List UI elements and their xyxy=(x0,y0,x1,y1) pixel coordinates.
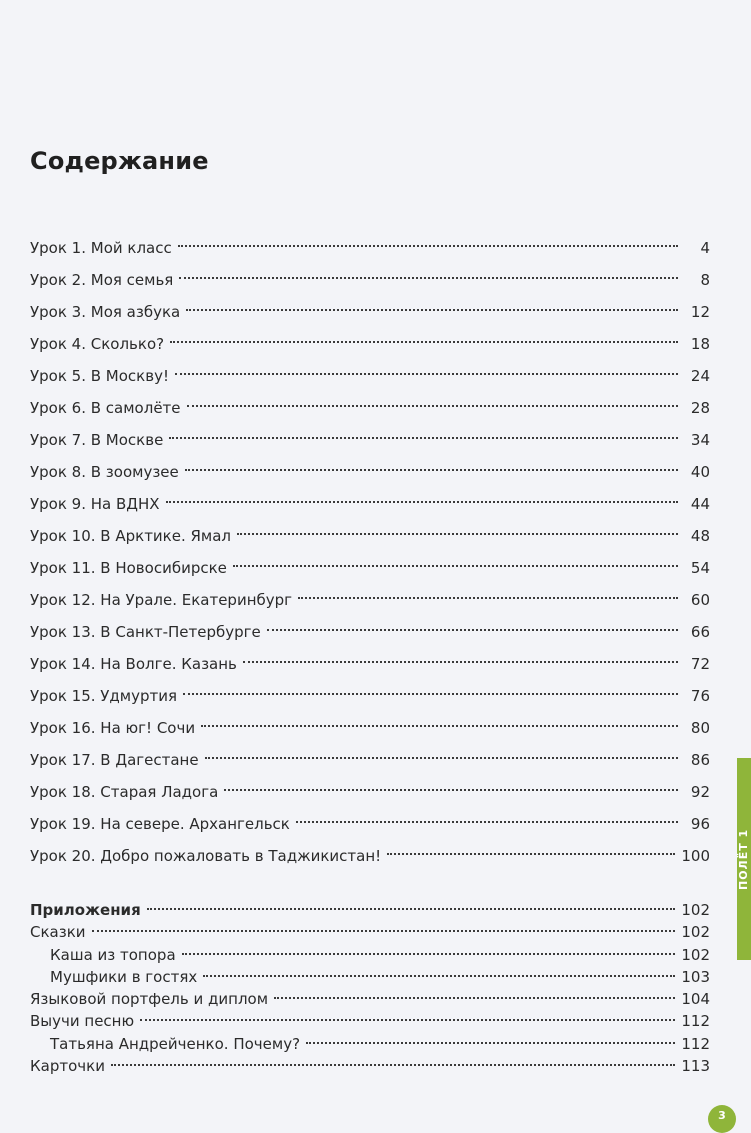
toc-row[interactable] xyxy=(30,296,710,328)
toc-page: 60 xyxy=(690,591,710,609)
dot-leader xyxy=(306,1041,675,1044)
toc-page: 100 xyxy=(681,847,710,865)
appendix-list xyxy=(30,899,710,1077)
toc-page: 103 xyxy=(681,967,710,986)
toc-label: Урок 8. В зоомузее xyxy=(30,463,179,481)
toc-page: 76 xyxy=(690,687,710,705)
toc-row[interactable] xyxy=(30,808,710,840)
toc-page: 112 xyxy=(681,1034,710,1053)
toc-label: Урок 9. На ВДНХ xyxy=(30,495,160,513)
toc-page: 48 xyxy=(690,527,710,545)
page-number-badge: 3 xyxy=(708,1105,736,1133)
lesson-list xyxy=(30,232,710,872)
toc-label: Урок 11. В Новосибирске xyxy=(30,559,227,577)
toc-row[interactable] xyxy=(30,328,710,360)
toc-page: 104 xyxy=(681,990,710,1009)
toc-row[interactable] xyxy=(30,712,710,744)
toc-label: Урок 4. Сколько? xyxy=(30,335,165,353)
toc-page: 28 xyxy=(690,399,710,417)
dot-leader xyxy=(201,724,678,727)
section-side-tab xyxy=(737,758,751,960)
toc-row[interactable] xyxy=(30,360,710,392)
dot-leader xyxy=(237,532,678,535)
toc-page: 112 xyxy=(681,1012,710,1031)
toc-label: Языковой портфель и диплом xyxy=(30,990,269,1009)
toc-row[interactable] xyxy=(30,840,710,872)
toc-page: 96 xyxy=(690,815,710,833)
toc-page: 113 xyxy=(681,1057,710,1076)
toc-page: 4 xyxy=(700,239,710,257)
toc-row[interactable] xyxy=(30,264,710,296)
toc-row[interactable] xyxy=(30,1055,710,1077)
toc-page: 54 xyxy=(690,559,710,577)
page-title: Содержание xyxy=(30,147,209,175)
toc-page: 80 xyxy=(690,719,710,737)
toc-label: Урок 12. На Урале. Екатеринбург xyxy=(30,591,293,609)
dot-leader xyxy=(175,372,678,375)
toc-label: Каша из топора xyxy=(50,945,176,964)
toc-label: Урок 2. Моя семья xyxy=(30,271,174,289)
toc-label: Урок 13. В Санкт-Петербурге xyxy=(30,623,261,641)
toc-page: 40 xyxy=(690,463,710,481)
toc-label: Урок 1. Мой класс xyxy=(30,239,172,257)
dot-leader xyxy=(185,468,678,471)
toc-page: 44 xyxy=(690,495,710,513)
dot-leader xyxy=(183,692,678,695)
toc-row[interactable] xyxy=(30,648,710,680)
toc-label: Приложения xyxy=(30,901,141,919)
toc-label: Карточки xyxy=(30,1057,105,1076)
toc-row[interactable] xyxy=(30,392,710,424)
dot-leader xyxy=(186,308,678,311)
toc-label: Урок 5. В Москву! xyxy=(30,367,169,385)
toc-row[interactable] xyxy=(30,680,710,712)
toc-page: 18 xyxy=(690,335,710,353)
toc-row[interactable] xyxy=(30,899,710,921)
dot-leader xyxy=(267,628,678,631)
toc-row[interactable] xyxy=(30,966,710,988)
toc-page: 24 xyxy=(690,367,710,385)
dot-leader xyxy=(296,820,678,823)
dot-leader xyxy=(233,564,678,567)
toc-label: Сказки xyxy=(30,923,86,942)
toc-row[interactable] xyxy=(30,616,710,648)
dot-leader xyxy=(169,436,678,439)
toc-row[interactable] xyxy=(30,944,710,966)
toc-label: Урок 6. В самолёте xyxy=(30,399,181,417)
toc-label: Урок 15. Удмуртия xyxy=(30,687,178,705)
dot-leader xyxy=(166,500,678,503)
toc-label: Урок 18. Старая Ладога xyxy=(30,783,219,801)
dot-leader xyxy=(111,1063,675,1066)
dot-leader xyxy=(224,788,678,791)
dot-leader xyxy=(187,404,678,407)
dot-leader xyxy=(203,974,675,977)
toc-page: 86 xyxy=(690,751,710,769)
toc-label: Мушфики в гостях xyxy=(50,967,198,986)
toc-label: Урок 19. На севере. Архангельск xyxy=(30,815,290,833)
toc-row[interactable] xyxy=(30,921,710,943)
dot-leader xyxy=(205,756,678,759)
toc-label: Урок 14. На Волге. Казань xyxy=(30,655,237,673)
toc-row[interactable] xyxy=(30,488,710,520)
dot-leader xyxy=(274,996,675,999)
toc-row[interactable] xyxy=(30,552,710,584)
toc-row[interactable] xyxy=(30,1033,710,1055)
toc-page: 72 xyxy=(690,655,710,673)
toc-row[interactable] xyxy=(30,456,710,488)
toc-label: Урок 3. Моя азбука xyxy=(30,303,181,321)
toc-page: 12 xyxy=(690,303,710,321)
toc-row[interactable] xyxy=(30,1010,710,1032)
dot-leader xyxy=(243,660,678,663)
toc-page: 66 xyxy=(690,623,710,641)
toc-label: Урок 20. Добро пожаловать в Таджикистан! xyxy=(30,847,382,865)
toc-label: Выучи песню xyxy=(30,1012,135,1031)
toc-page: 34 xyxy=(690,431,710,449)
toc-page: 8 xyxy=(700,271,710,289)
toc-row[interactable] xyxy=(30,988,710,1010)
dot-leader xyxy=(387,852,675,855)
toc-label: Урок 17. В Дагестане xyxy=(30,751,199,769)
toc-row[interactable] xyxy=(30,744,710,776)
section-side-tab-label: ПОЛЁТ 1 xyxy=(737,828,750,890)
dot-leader xyxy=(170,340,678,343)
toc-row[interactable] xyxy=(30,520,710,552)
dot-leader xyxy=(179,276,678,279)
toc-row[interactable] xyxy=(30,584,710,616)
toc-label: Урок 16. На юг! Сочи xyxy=(30,719,196,737)
dot-leader xyxy=(147,907,676,910)
dot-leader xyxy=(178,244,678,247)
toc-page: 92 xyxy=(690,783,710,801)
toc-label: Урок 7. В Москве xyxy=(30,431,164,449)
dot-leader xyxy=(298,596,678,599)
toc-row[interactable] xyxy=(30,424,710,456)
toc-label: Татьяна Андрейченко. Почему? xyxy=(50,1034,301,1053)
dot-leader xyxy=(182,952,676,955)
toc-page: 102 xyxy=(681,945,710,964)
dot-leader xyxy=(140,1018,675,1021)
toc-row[interactable] xyxy=(30,232,710,264)
toc-row[interactable] xyxy=(30,776,710,808)
toc-page: 102 xyxy=(681,901,710,919)
toc-label: Урок 10. В Арктике. Ямал xyxy=(30,527,232,545)
dot-leader xyxy=(92,929,676,932)
toc-page: 102 xyxy=(681,923,710,942)
